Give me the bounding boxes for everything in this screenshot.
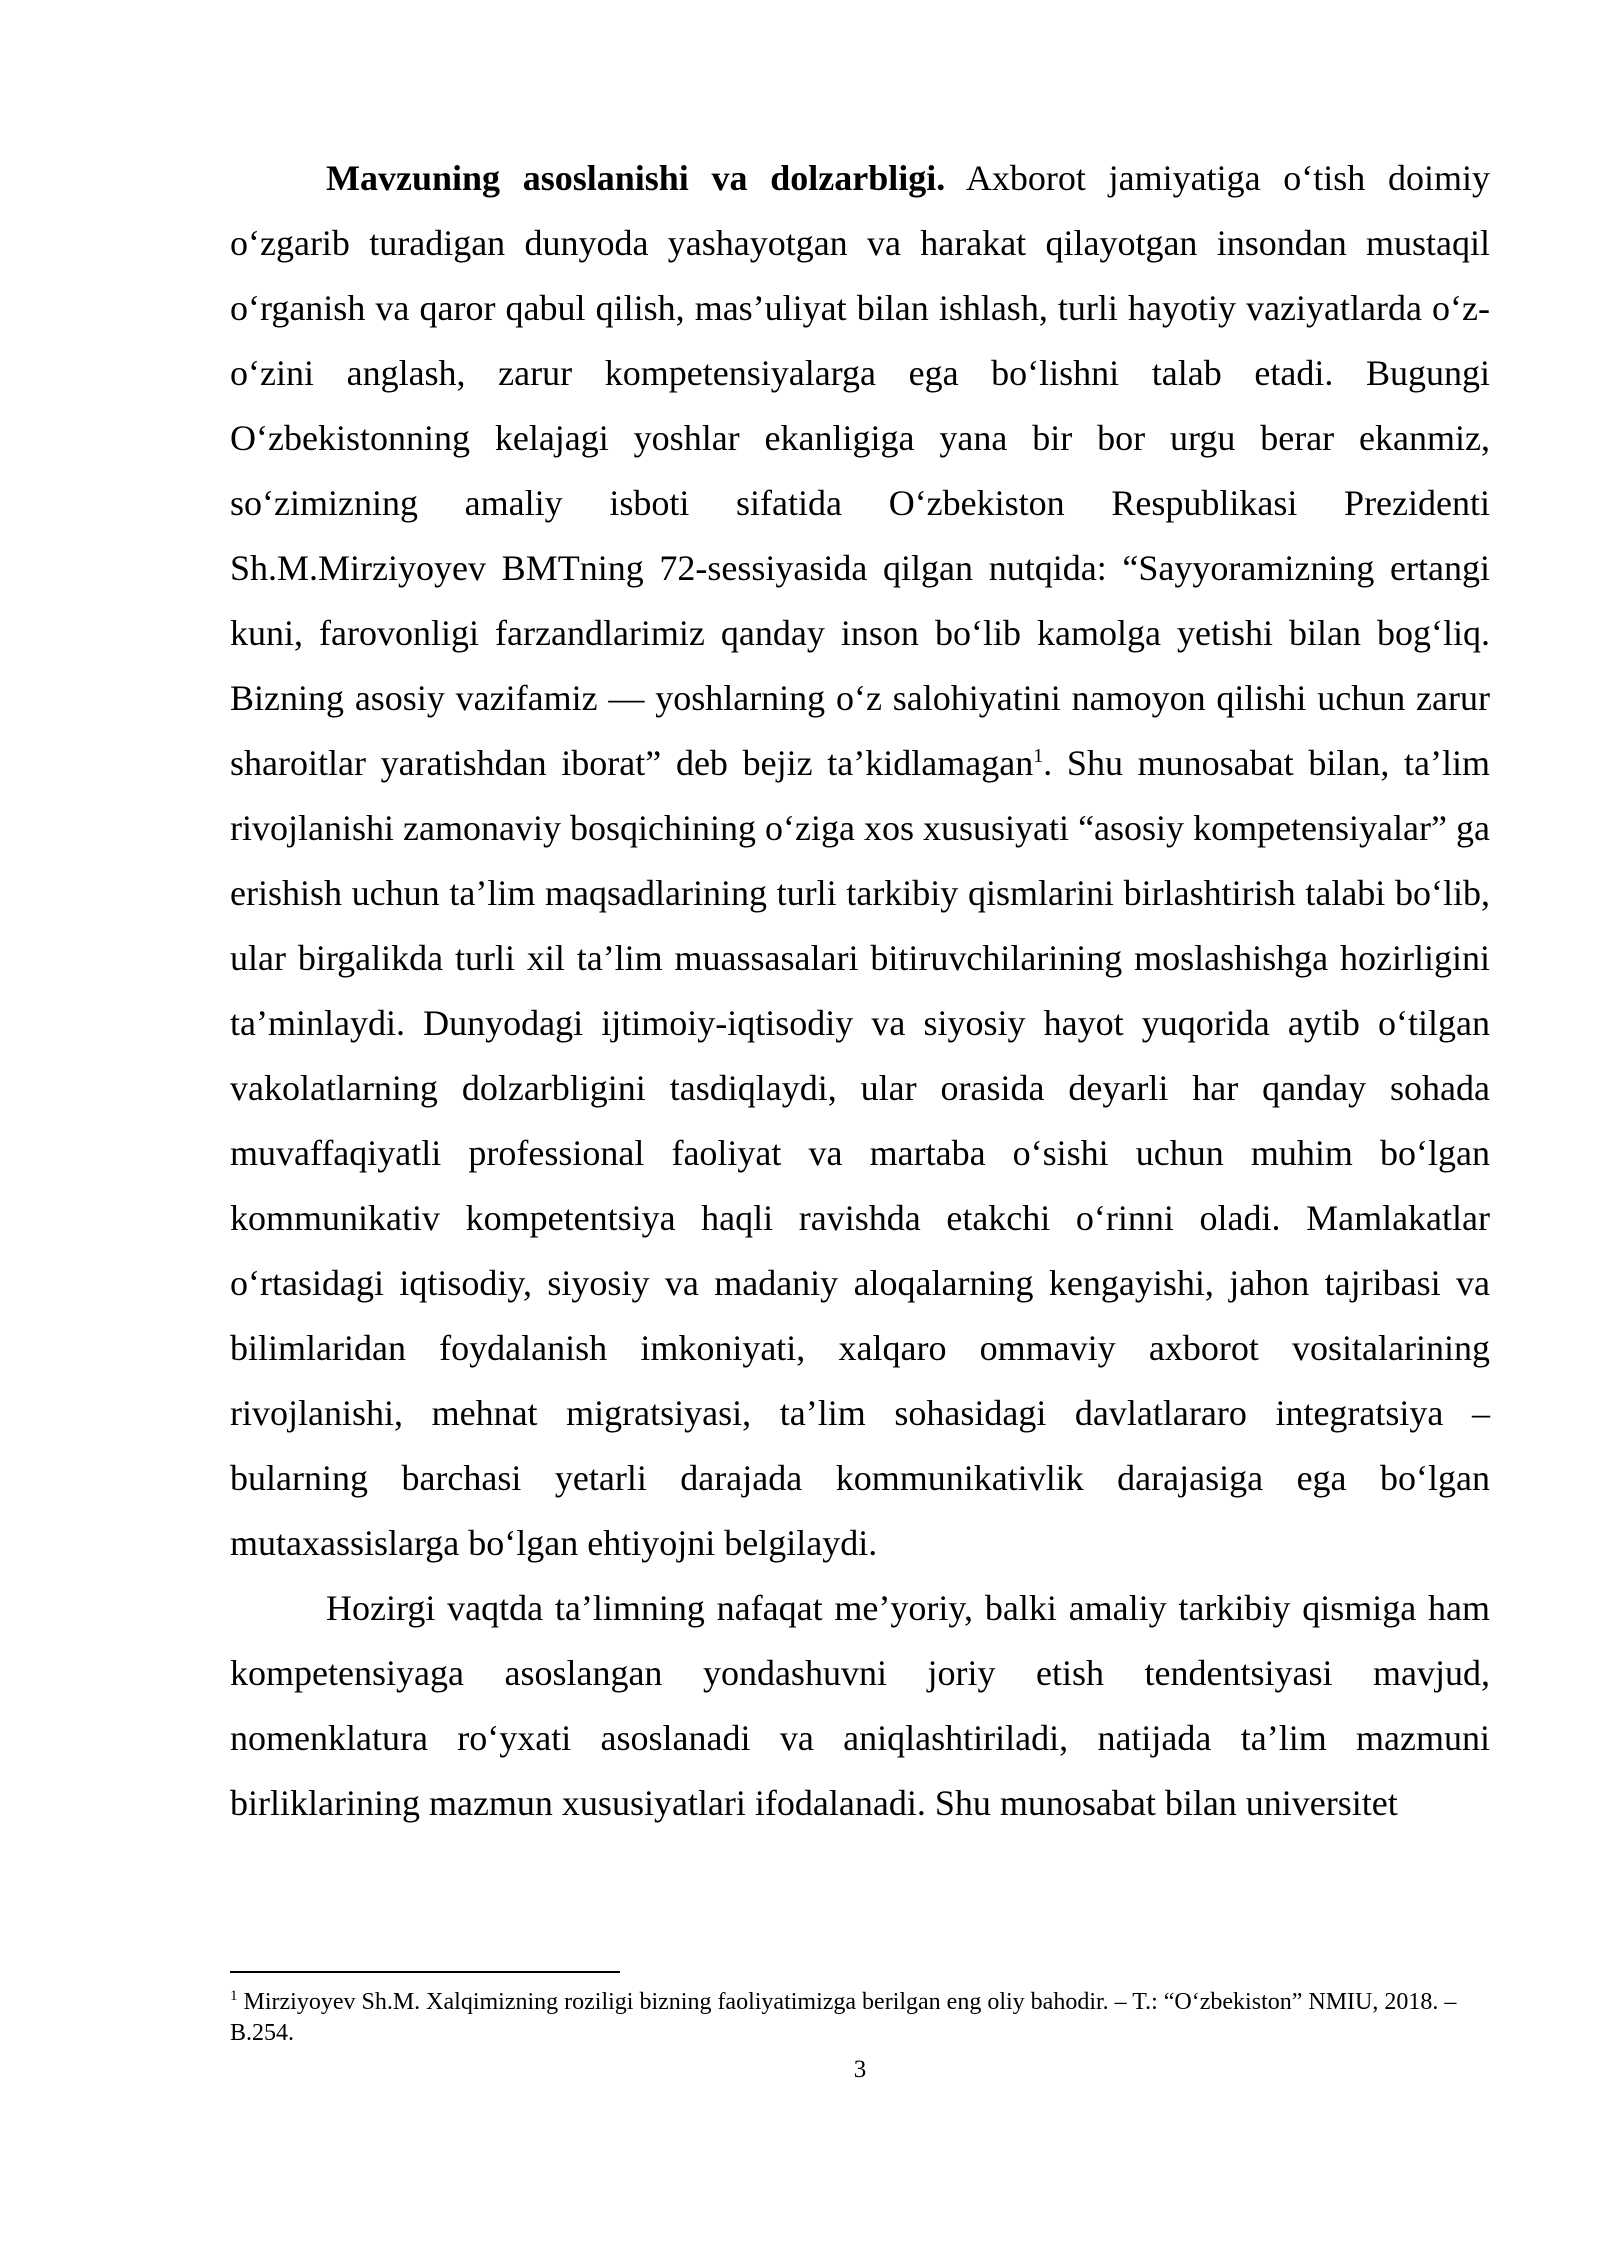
footnote-reference[interactable]: 1 bbox=[1033, 745, 1044, 767]
paragraph-1-text-a: Axborot jamiyatiga oʻtish doimiy oʻzgarib turadigan dunyoda yashayotgan va harakat qilayotgan insondan mustaqil oʻrganish va qaror qabul qilish, mas’uliyat bilan ishlash, turli hayotiy vaziyatlarda oʻz-oʻzini anglash, zarur kompetensiyalarga ega boʻlishni talab etadi. Bugungi Oʻzbekistonning kelajagi yoshlar ekanligiga yana bir bor urgu berar ekanmiz, soʻzimizning amaliy isboti sifatida Oʻzbekiston Respublikasi Prezidenti Sh.M.Mirziyoyev BMTning 72-sessiyasida qilgan nutqida: “Sayyoramizning ertangi kuni, farovonligi farzandlarimiz qanday inson boʻlib kamolga yetishi bilan bogʻliq. Bizning asosiy vazifamiz — yoshlarning oʻz salohiyatini namoyon qilishi uchun zarur sharoitlar yaratishdan iborat” deb bejiz ta’kidlamagan bbox=[230, 158, 1490, 783]
paragraph-1-text-b: . Shu munosabat bilan, ta’lim rivojlanishi zamonaviy bosqichining oʻziga xos xususiyati “asosiy kompetensiyalar” ga erishish uchun ta’lim maqsadlarining turli tarkibiy qismlarini birlashtirish talabi boʻlib, ular birgalikda turli xil ta’lim muassasalari bitiruvchilarining moslashishga hozirligini ta’minlaydi. Dunyodagi ijtimoiy-iqtisodiy va siyosiy hayot yuqorida aytib oʻtilgan vakolatlarning dolzarbligini tasdiqlaydi, ular orasida deyarli har qanday sohada muvaffaqiyatli professional faoliyat va martaba oʻsishi uchun muhim boʻlgan kommunikativ kompetentsiya haqli ravishda etakchi oʻrinni oladi. Mamlakatlar oʻrtasidagi iqtisodiy, siyosiy va madaniy aloqalarning kengayishi, jahon tajribasi va bilimlaridan foydalanish imkoniyati, xalqaro ommaviy axborot vositalarining rivojlanishi, mehnat migratsiyasi, ta’lim sohasidagi davlatlararo integratsiya – bularning barchasi yetarli darajada kommunikativlik darajasiga ega boʻlgan mutaxassislarga boʻlgan ehtiyojni belgilaydi. bbox=[230, 743, 1490, 1563]
footnote-number: 1 bbox=[230, 1988, 238, 2004]
footnote-text: Mirziyoyev Sh.M. Xalqimizning roziligi bizning faoliyatimizga berilgan eng oliy bahodir. – T.: “Oʻzbekiston” NMIU, 2018. – B.254. bbox=[230, 1989, 1457, 2046]
footnote bbox=[230, 1987, 1490, 2049]
body-text bbox=[230, 146, 1490, 1836]
footnote-separator bbox=[230, 1971, 620, 1973]
paragraph-2: Hozirgi vaqtda ta’limning nafaqat me’yoriy, balki amaliy tarkibiy qismiga ham kompetensiyaga asoslangan yondashuvni joriy etish tendentsiyasi mavjud, nomenklatura roʻyxati asoslanadi va aniqlashtiriladi, natijada ta’lim mazmuni birliklarining mazmun xususiyatlari ifodalanadi. Shu munosabat bilan universitet bbox=[230, 1588, 1490, 1823]
paragraph-1-lead: Mavzuning asoslanishi va dolzarbligi. bbox=[326, 158, 946, 198]
paragraph-1 bbox=[230, 146, 1490, 1576]
page-number: 3 bbox=[853, 2056, 867, 2083]
